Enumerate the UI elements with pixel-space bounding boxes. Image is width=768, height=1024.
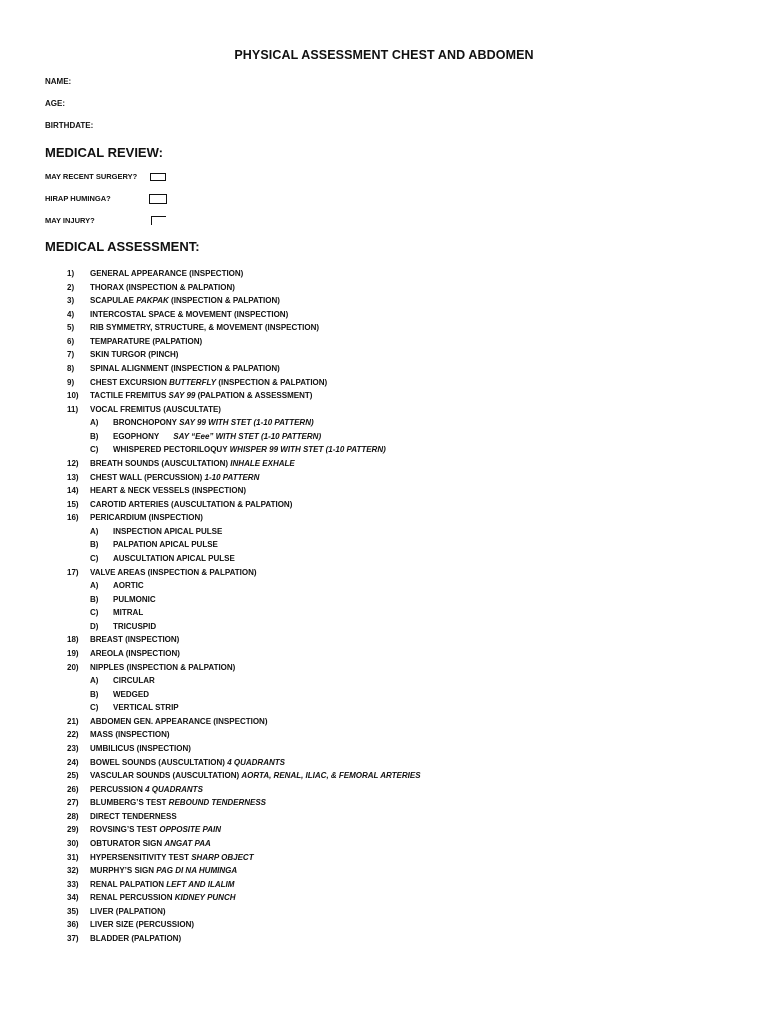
item-note: OPPOSITE PAIN xyxy=(159,825,221,835)
item-label: THORAX (INSPECTION & PALPATION) xyxy=(90,282,235,292)
item-text xyxy=(90,756,285,769)
item-text xyxy=(113,443,386,456)
item-number: 36) xyxy=(67,920,79,930)
item-number: A) xyxy=(90,581,99,591)
item-label: TRICUSPID xyxy=(113,621,157,631)
item-text xyxy=(90,471,259,484)
item-label: VERTICAL STRIP xyxy=(113,703,179,713)
item-number: 4) xyxy=(67,309,75,319)
item-label: BREAST (INSPECTION) xyxy=(90,635,180,645)
item-number: 25) xyxy=(67,771,79,781)
item-label: CHEST EXCURSION xyxy=(90,377,170,387)
item-number: A) xyxy=(90,676,99,686)
item-note: SAY 99 WITH STET (1-10 PATTERN) xyxy=(179,418,314,428)
item-label: AUSCULTATION APICAL PULSE xyxy=(113,554,235,563)
item-label: RENAL PALPATION xyxy=(90,879,167,889)
item-text xyxy=(90,878,234,891)
item-label: SKIN TURGOR (PINCH) xyxy=(90,350,179,360)
item-number: A) xyxy=(90,526,99,536)
item-text xyxy=(113,620,156,633)
item-number: 35) xyxy=(67,906,79,916)
item-number: 6) xyxy=(67,336,75,346)
item-note: SAY 99 xyxy=(168,391,196,401)
item-text xyxy=(90,484,246,497)
item-label: VASCULAR SOUNDS (AUSCULTATION) xyxy=(90,771,242,781)
item-number: 31) xyxy=(67,852,79,862)
medical-review-heading: MEDICAL REVIEW: xyxy=(45,145,163,160)
item-label: AREOLA (INSPECTION) xyxy=(90,649,180,658)
item-label: RIB SYMMETRY, STRUCTURE, & MOVEMENT (INSPECTION) xyxy=(90,323,320,333)
item-number: 26) xyxy=(67,784,79,794)
item-note: 4 QUADRANTS xyxy=(145,784,203,794)
item-number: B) xyxy=(90,594,99,604)
item-label: AORTIC xyxy=(113,581,144,591)
item-text xyxy=(113,416,314,429)
item-text xyxy=(90,864,237,877)
medical-assessment-heading: MEDICAL ASSESSMENT: xyxy=(45,239,200,254)
item-number: 9) xyxy=(67,377,75,387)
item-number: A) xyxy=(90,418,99,428)
item-label: RENAL PERCUSSION xyxy=(90,893,175,903)
item-label: DIRECT TENDERNESS xyxy=(90,811,177,821)
item-note: 4 QUADRANTS xyxy=(227,757,285,767)
item-text xyxy=(90,281,235,294)
item-number: B) xyxy=(90,689,99,699)
item-label: BLUMBERG’S TEST xyxy=(90,798,169,808)
item-text xyxy=(113,552,235,565)
item-label: PULMONIC xyxy=(113,594,156,604)
item-text xyxy=(90,511,203,524)
item-text xyxy=(90,457,295,470)
item-number: D) xyxy=(90,621,99,631)
item-note: SAY “Eee” WITH STET (1-10 PATTERN) xyxy=(173,431,322,441)
item-text xyxy=(90,783,203,796)
item-number: 24) xyxy=(67,757,79,767)
item-note: INHALE EXHALE xyxy=(230,459,295,468)
item-label: HYPERSENSITIVITY TEST xyxy=(90,852,192,862)
checkbox[interactable] xyxy=(149,194,167,204)
item-label: CIRCULAR xyxy=(113,676,155,686)
item-label: LIVER (PALPATION) xyxy=(90,906,166,916)
item-text xyxy=(90,403,221,416)
item-number: 3) xyxy=(67,296,75,306)
item-note: REBOUND TENDERNESS xyxy=(168,798,267,808)
item-label: PERICARDIUM (INSPECTION) xyxy=(90,513,203,523)
item-text xyxy=(90,267,243,280)
item-label: PERCUSSION xyxy=(90,784,146,794)
item-label: LIVER SIZE (PERCUSSION) xyxy=(90,920,195,930)
item-text xyxy=(113,674,155,687)
item-label: EGOPHONY xyxy=(113,431,160,441)
item-text xyxy=(90,362,280,375)
item-note: 1-10 PATTERN xyxy=(204,472,260,482)
item-text xyxy=(90,647,180,660)
birthdate-field-label: BIRTHDATE: xyxy=(45,121,94,130)
age-field-label: AGE: xyxy=(45,99,65,108)
name-field-label: NAME: xyxy=(45,77,72,86)
item-label: HEART & NECK VESSELS (INSPECTION) xyxy=(90,486,247,496)
item-number: 29) xyxy=(67,825,79,835)
item-text xyxy=(113,688,149,701)
item-number: 19) xyxy=(67,649,79,658)
item-number: 33) xyxy=(67,879,79,889)
item-text xyxy=(113,525,222,538)
item-number: 21) xyxy=(67,716,79,726)
item-label: WHISPERED PECTORILOQUY xyxy=(113,445,230,455)
item-text xyxy=(113,606,143,619)
item-text xyxy=(113,538,218,551)
item-number: 37) xyxy=(67,933,79,943)
item-label: BLADDER (PALPATION) xyxy=(90,933,182,943)
item-text xyxy=(90,851,254,864)
document-title: PHYSICAL ASSESSMENT CHEST AND ABDOMEN xyxy=(234,48,534,62)
item-label: PALPATION APICAL PULSE xyxy=(113,540,218,550)
item-text xyxy=(90,905,166,918)
item-label: TACTILE FREMITUS xyxy=(90,391,169,401)
item-label: TEMPARATURE (PALPATION) xyxy=(90,336,203,346)
item-text xyxy=(90,661,235,674)
item-label: BRONCHOPONY xyxy=(113,418,180,428)
item-number: 11) xyxy=(67,404,79,414)
item-text xyxy=(90,837,211,850)
item-text xyxy=(90,796,266,809)
item-label: ROVSING’S TEST xyxy=(90,825,160,835)
item-label: NIPPLES (INSPECTION & PALPATION) xyxy=(90,662,236,672)
item-text xyxy=(90,810,177,823)
item-number: B) xyxy=(90,431,99,441)
item-label-suffix: (INSPECTION & PALPATION) xyxy=(216,377,328,387)
item-label: CAROTID ARTERIES (AUSCULTATION & PALPATION) xyxy=(90,499,293,509)
item-note: WHISPER 99 WITH STET (1-10 PATTERN) xyxy=(229,445,386,455)
item-number: 20) xyxy=(67,662,79,672)
item-text xyxy=(90,742,191,755)
item-number: 23) xyxy=(67,743,79,753)
item-number: 32) xyxy=(67,866,79,876)
item-number: C) xyxy=(90,608,99,618)
review-question-label: MAY RECENT SURGERY? xyxy=(45,172,138,181)
item-text xyxy=(90,348,178,361)
item-number: 30) xyxy=(67,838,79,848)
item-label-suffix: (PALPATION & ASSESSMENT) xyxy=(195,391,313,401)
item-label: INSPECTION APICAL PULSE xyxy=(113,526,223,536)
item-text xyxy=(113,579,144,592)
review-question-label: HIRAP HUMINGA? xyxy=(45,194,111,203)
item-text xyxy=(90,918,194,931)
item-number: B) xyxy=(90,540,99,550)
item-number: 15) xyxy=(67,499,79,509)
item-number: C) xyxy=(90,554,99,563)
item-text xyxy=(90,498,292,511)
item-text xyxy=(113,701,179,714)
review-question-breathing xyxy=(45,194,245,206)
item-text xyxy=(90,389,312,402)
item-text xyxy=(113,430,321,443)
item-number: 16) xyxy=(67,513,79,523)
item-text xyxy=(90,294,280,307)
item-number: C) xyxy=(90,703,99,713)
item-label: CHEST WALL (PERCUSSION) xyxy=(90,472,205,482)
item-label: OBTURATOR SIGN xyxy=(90,838,165,848)
item-label: MURPHY’S SIGN xyxy=(90,866,157,876)
item-number: 28) xyxy=(67,811,79,821)
item-text xyxy=(90,335,202,348)
item-note: ANGAT PAA xyxy=(164,838,211,848)
item-number: 13) xyxy=(67,472,79,482)
item-number: 34) xyxy=(67,893,79,903)
item-number: 17) xyxy=(67,567,79,577)
checkbox[interactable] xyxy=(150,173,166,181)
item-number: 7) xyxy=(67,350,75,360)
item-label: UMBILICUS (INSPECTION) xyxy=(90,743,191,753)
item-number: 1) xyxy=(67,269,75,278)
item-number: 12) xyxy=(67,459,79,468)
item-label: MASS (INSPECTION) xyxy=(90,730,170,740)
item-note: KIDNEY PUNCH xyxy=(174,893,236,903)
item-number: 5) xyxy=(67,323,75,333)
item-number: 2) xyxy=(67,282,75,292)
checkbox[interactable] xyxy=(151,216,166,225)
item-text xyxy=(90,932,181,945)
item-label-suffix: (INSPECTION & PALPATION) xyxy=(168,296,280,306)
item-label: VOCAL FREMITUS (AUSCULTATE) xyxy=(90,404,221,414)
item-label: GENERAL APPEARANCE (INSPECTION) xyxy=(90,269,244,278)
item-note: PAKPAK xyxy=(136,296,169,306)
item-text xyxy=(90,823,221,836)
item-label: INTERCOSTAL SPACE & MOVEMENT (INSPECTION) xyxy=(90,309,289,319)
item-text xyxy=(90,566,257,579)
item-note: PAG DI NA HUMINGA xyxy=(156,866,238,876)
item-number: C) xyxy=(90,445,99,455)
item-text xyxy=(90,321,319,334)
item-label: SPINAL ALIGNMENT (INSPECTION & PALPATION) xyxy=(90,364,280,373)
item-number: 22) xyxy=(67,730,79,740)
review-question-injury xyxy=(45,216,245,228)
item-label: WEDGED xyxy=(113,689,149,699)
item-number: 27) xyxy=(67,798,79,808)
item-label: VALVE AREAS (INSPECTION & PALPATION) xyxy=(90,567,257,577)
item-number: 18) xyxy=(67,635,79,645)
item-text xyxy=(90,308,288,321)
item-number: 10) xyxy=(67,391,79,401)
item-note: LEFT AND ILALIM xyxy=(166,879,235,889)
item-note: AORTA, RENAL, ILIAC, & FEMORAL ARTERIES xyxy=(241,771,421,781)
item-text xyxy=(90,715,268,728)
item-text xyxy=(90,728,170,741)
item-label: BREATH SOUNDS (AUSCULTATION) xyxy=(90,459,231,468)
item-number: 14) xyxy=(67,486,79,496)
item-text xyxy=(90,769,421,782)
item-number: 8) xyxy=(67,364,75,373)
item-note: BUTTERFLY xyxy=(169,377,217,387)
item-label: ABDOMEN GEN. APPEARANCE (INSPECTION) xyxy=(90,716,268,726)
item-label: SCAPULAE xyxy=(90,296,137,306)
review-question-label: MAY INJURY? xyxy=(45,216,95,225)
item-label: MITRAL xyxy=(113,608,144,618)
item-note: SHARP OBJECT xyxy=(191,852,254,862)
review-question-surgery xyxy=(45,172,245,184)
item-text xyxy=(113,593,156,606)
item-text xyxy=(90,891,236,904)
item-label: BOWEL SOUNDS (AUSCULTATION) xyxy=(90,757,228,767)
item-text xyxy=(90,633,179,646)
item-text xyxy=(90,376,327,389)
